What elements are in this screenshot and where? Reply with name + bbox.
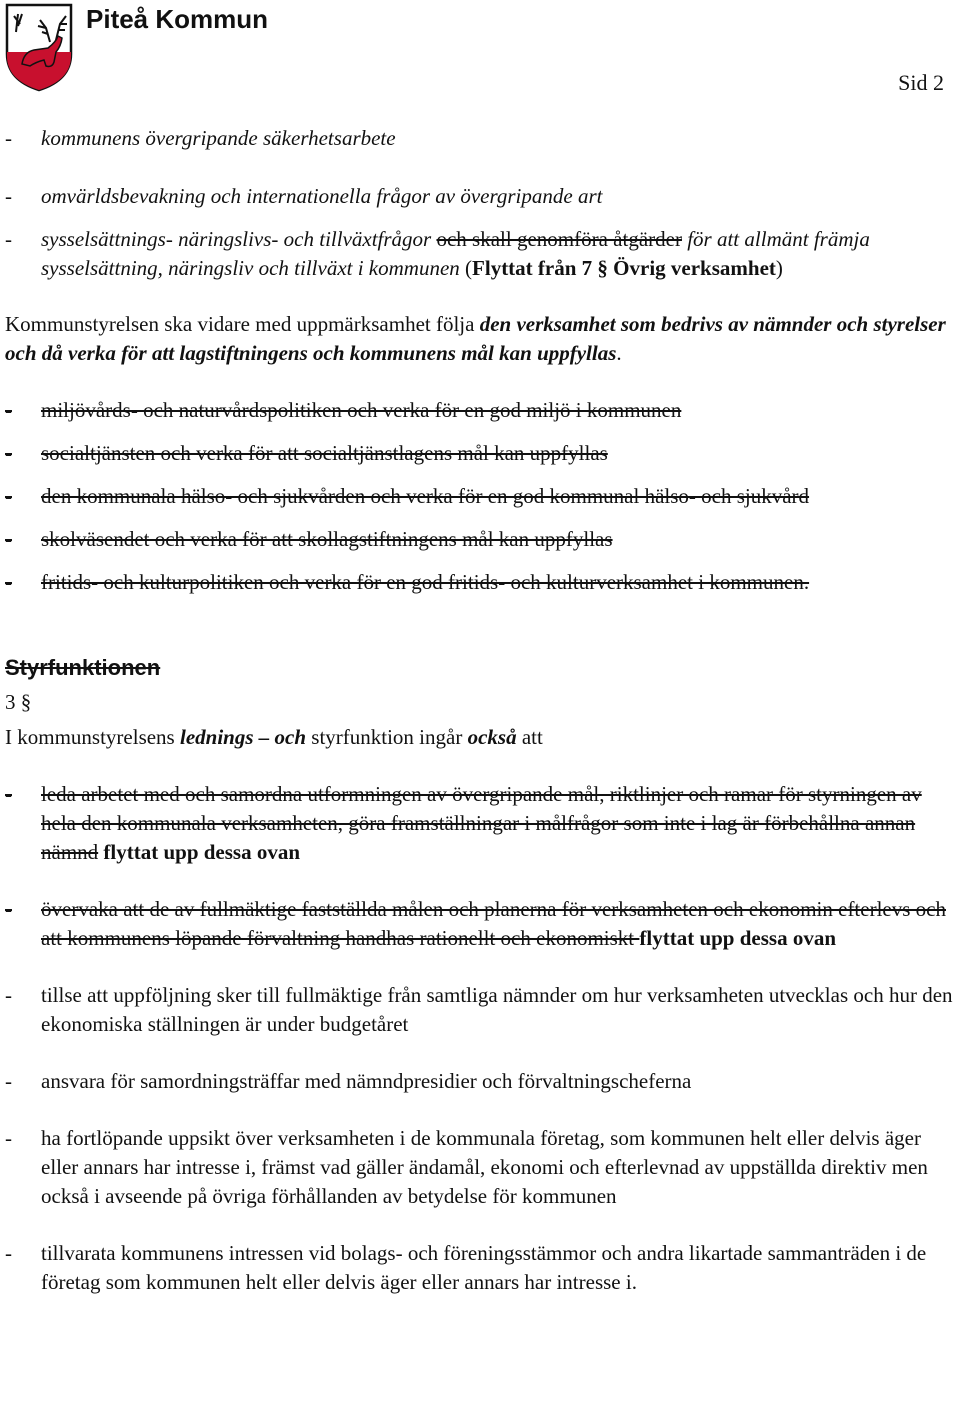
list-item-text: den kommunala hälso- och sjukvården och verka för en god kommunal hälso- och sjukvård	[41, 484, 810, 508]
list-item-text: miljövårds- och naturvårdspolitiken och verka för en god miljö i kommunen	[41, 398, 682, 422]
list-item-text: fritids- och kulturpolitiken och verka för en god fritids- och kulturverksamhet i kommunen.	[41, 570, 810, 594]
list-item	[5, 1067, 960, 1096]
list-item	[5, 981, 960, 1039]
list-dash: -	[5, 227, 12, 251]
list-item	[5, 182, 960, 211]
edit-note: flyttat upp dessa ovan	[639, 926, 837, 950]
document-body	[5, 124, 960, 1297]
list-dash: -	[5, 1126, 12, 1150]
list-item-text: ansvara för samordningsträffar med nämndpresidier och förvaltningscheferna	[41, 1069, 692, 1093]
edit-note: flyttat upp dessa ovan	[98, 840, 301, 864]
list-dash: -	[5, 1241, 12, 1265]
list-item	[5, 396, 960, 425]
list-item	[5, 482, 960, 511]
list-dash: -	[5, 398, 12, 422]
list-dash: -	[5, 441, 12, 465]
list-dash: -	[5, 782, 12, 806]
list-dash: -	[5, 126, 12, 150]
list-dash: -	[5, 897, 12, 921]
list-item	[5, 124, 960, 153]
list-dash: -	[5, 484, 12, 508]
list-dash: -	[5, 570, 12, 594]
list-item: - övervaka att de av fullmäktige fastställda målen och planerna för verksamheten och ekonomin efterlevs och att kommunens löpande förvaltning handhas rationellt och ekonomiskt flyttat upp dessa ovan	[5, 897, 946, 950]
page-number: Sid 2	[898, 70, 944, 95]
reindeer-coat-of-arms-icon	[4, 2, 74, 92]
list-item	[5, 568, 960, 597]
list-item-text: kommunens övergripande säkerhetsarbete	[41, 126, 396, 150]
page-header	[0, 0, 960, 100]
list-item	[5, 525, 960, 554]
list-item-text: tillvarata kommunens intressen vid bolags- och föreningsstämmor och andra likartade sammanträden i de företag som kommunen helt eller delvis äger eller annars har intresse i.	[41, 1241, 927, 1294]
list-item-text: ha fortlöpande uppsikt över verksamheten i de kommunala företag, som kommunen helt eller delvis äger eller annars har intresse i, främst vad gäller ändamål, ekonomi och efterlevnad av uppställda direktiv men också i avseende på övriga förhållanden av betydelse för kommunen	[41, 1126, 928, 1208]
list-item	[5, 439, 960, 468]
list-item	[5, 1124, 960, 1211]
list-item: - leda arbetet med och samordna utformningen av övergripande mål, riktlinjer och ramar för styrningen av hela den kommunala verksamheten, göra framställningar i målfrågor som inte i lag är förbehållna annan nämnd flyttat upp dessa ovan	[5, 782, 922, 864]
list-dash: -	[5, 184, 12, 208]
list-item	[5, 1239, 960, 1297]
section-intro: I kommunstyrelsens lednings – och styrfunktion ingår också att	[5, 725, 543, 749]
list-item: - sysselsättnings- näringslivs- och tillväxtfrågor och skall genomföra åtgärder för att allmänt främja sysselsättning, näringsliv och tillväxt i kommunen (Flyttat från 7 § Övrig verksamhet)	[5, 227, 870, 280]
list-item-text: omvärldsbevakning och internationella frågor av övergripande art	[41, 184, 603, 208]
list-item-text: skolväsendet och verka för att skollagstiftningens mål kan uppfyllas	[41, 527, 613, 551]
list-dash: -	[5, 527, 12, 551]
section-number: 3 §	[5, 690, 32, 714]
list-item-text: socialtjänsten och verka för att socialtjänstlagens mål kan uppfyllas	[41, 441, 608, 465]
paragraph: Kommunstyrelsen ska vidare med uppmärksamhet följa den verksamhet som bedrivs av nämnder och styrelser och då verka för att lagstiftningens och kommunens mål kan uppfyllas.	[5, 312, 946, 365]
section-heading: Styrfunktionen	[5, 655, 161, 680]
list-item-text: tillse att uppföljning sker till fullmäktige från samtliga nämnder om hur verksamheten utvecklas och hur den ekonomiska ställningen är under budgetåret	[41, 983, 953, 1036]
organization-name: Piteå Kommun	[86, 4, 269, 34]
list-dash: -	[5, 983, 12, 1007]
list-dash: -	[5, 1069, 12, 1093]
